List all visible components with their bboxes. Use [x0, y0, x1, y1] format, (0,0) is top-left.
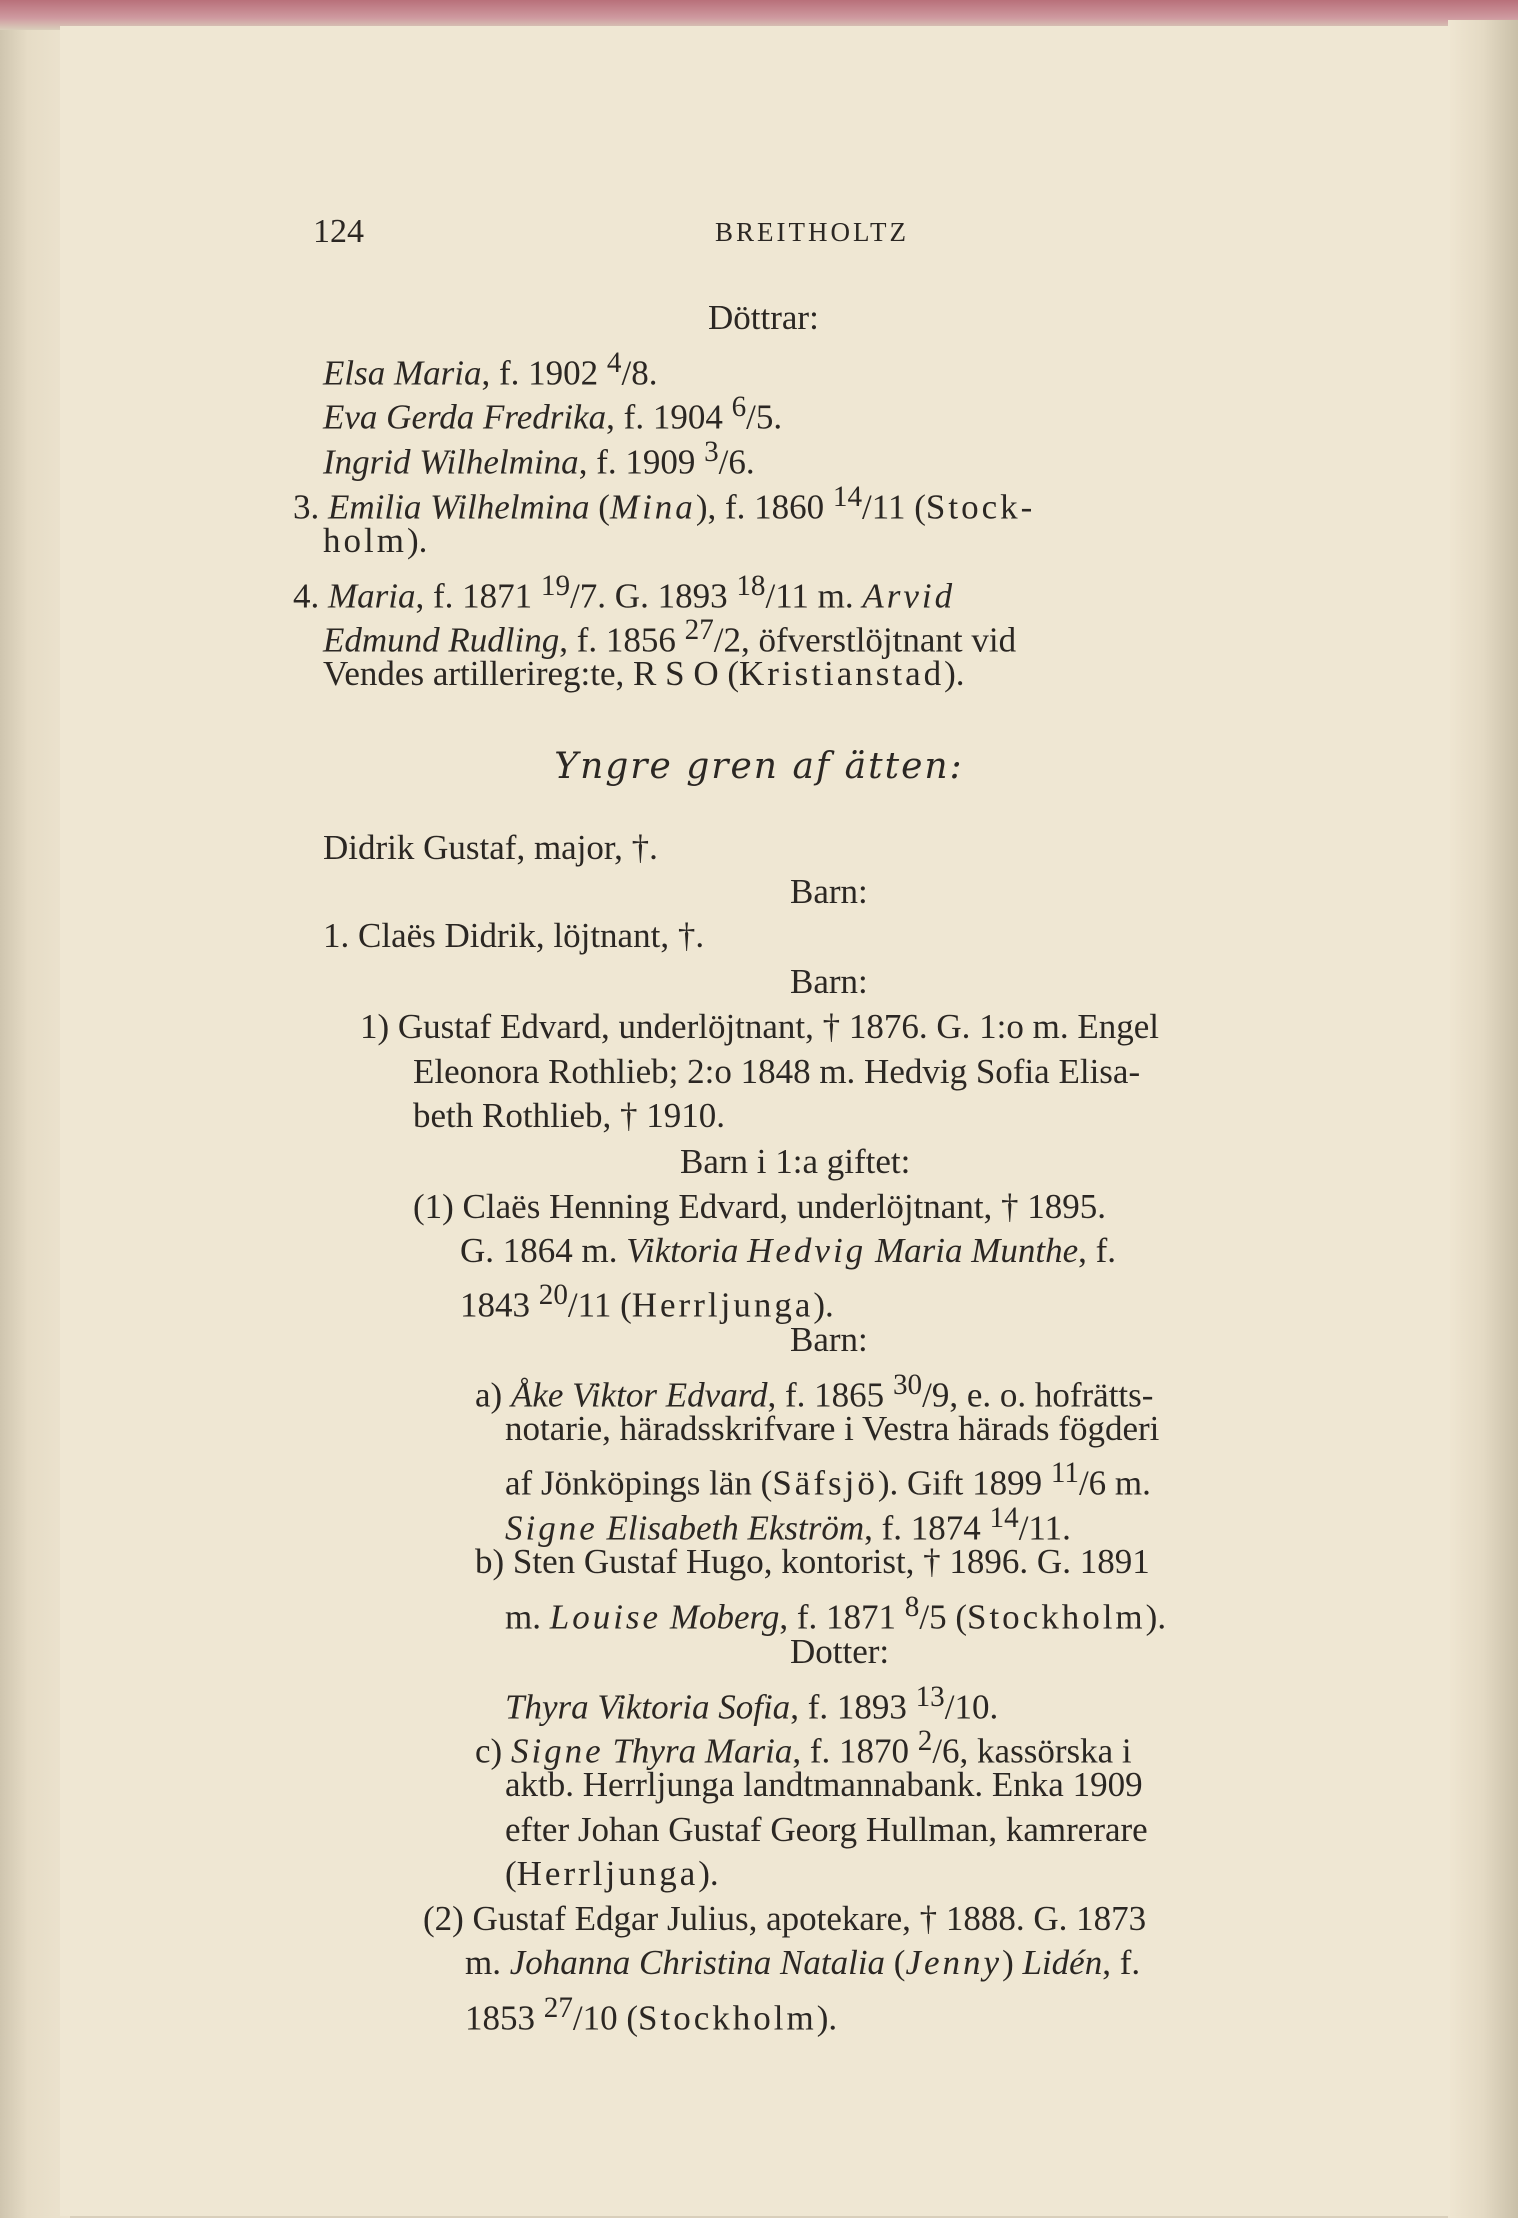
text-line: Edmund Rudling, f. 1856 $^{27}$/2, öfverstlöjtnant vid [323, 614, 1017, 660]
text-line: c) Signe Thyra Maria, f. 1870 $^2$/6, kassörska i [475, 1725, 1132, 1771]
text-line: 1) Gustaf Edvard, underlöjtnant, † 1876. G. 1:o m. Engel [360, 1007, 1160, 1046]
text-line: beth Rothlieb, † 1910. [413, 1096, 726, 1135]
text-line: Vendes artillerireg:te, R S O (Kristianstad). [323, 654, 965, 693]
text-line: Barn: [790, 962, 868, 1001]
running-head: BREITHOLTZ [715, 217, 909, 247]
text-line: Elsa Maria, f. 1902 $^4$/8. [323, 347, 658, 393]
text-line: 3. Emilia Wilhelmina (Mina), f. 1860 $^{14}$/11 (Stock- [293, 481, 1036, 527]
text-line: Barn: [790, 1320, 868, 1359]
book-page [60, 26, 1450, 2216]
text-line: af Jönköpings län (Säfsjö). Gift 1899 $^{11}$/6 m. [505, 1457, 1151, 1503]
text-line: b) Sten Gustaf Hugo, kontorist, † 1896. G. 1891 [475, 1542, 1150, 1581]
text-line: Didrik Gustaf, major, †. [323, 828, 658, 867]
text-line: 1843 $^{20}$/11 (Herrljunga). [460, 1279, 834, 1325]
text-line: a) Åke Viktor Edvard, f. 1865 $^{30}$/9, e. o. hofrätts- [475, 1369, 1154, 1415]
text-line: Signe Elisabeth Ekström, f. 1874 $^{14}$/11. [505, 1502, 1071, 1548]
text-line: Eva Gerda Fredrika, f. 1904 $^6$/5. [323, 391, 783, 437]
text-line: Barn: [790, 872, 868, 911]
text-line: 1. Claës Didrik, löjtnant, †. [323, 916, 705, 955]
text-line: Thyra Viktoria Sofia, f. 1893 $^{13}$/10. [505, 1681, 999, 1727]
text-line: (Herrljunga). [505, 1854, 719, 1893]
text-line: aktb. Herrljunga landtmannabank. Enka 1909 [505, 1765, 1143, 1804]
text-line: 4. Maria, f. 1871 $^{19}$/7. G. 1893 $^{18}$/11 m. Arvid [293, 570, 956, 616]
text-line: (1) Claës Henning Edvard, underlöjtnant, † 1895. [413, 1187, 1107, 1226]
text-line: m. Louise Moberg, f. 1871 $^8$/5 (Stockholm). [505, 1591, 1167, 1637]
page-number: 124 [313, 213, 364, 250]
text-line: efter Johan Gustaf Georg Hullman, kamrerare [505, 1810, 1148, 1849]
page-edge-right [1448, 20, 1518, 2218]
section-heading: Yngre gren af ätten: [554, 746, 964, 787]
text-line: Dotter: [790, 1632, 890, 1671]
text-line: Barn i 1:a giftet: [680, 1142, 911, 1181]
text-line: Eleonora Rothlieb; 2:o 1848 m. Hedvig Sofia Elisa- [413, 1052, 1141, 1091]
text-line: m. Johanna Christina Natalia (Jenny) Lidén, f. [465, 1943, 1141, 1982]
text-line: Ingrid Wilhelmina, f. 1909 $^3$/6. [323, 436, 755, 482]
text-line: notarie, häradsskrifvare i Vestra härads fögderi [505, 1409, 1160, 1448]
text-line: 1853 $^{27}$/10 (Stockholm). [465, 1992, 838, 2038]
text-line: (2) Gustaf Edgar Julius, apotekare, † 1888. G. 1873 [423, 1899, 1147, 1938]
text-line: G. 1864 m. Viktoria Hedvig Maria Munthe, f. [460, 1231, 1117, 1270]
text-line: Döttrar: [708, 298, 819, 337]
text-line: holm). [323, 521, 428, 560]
